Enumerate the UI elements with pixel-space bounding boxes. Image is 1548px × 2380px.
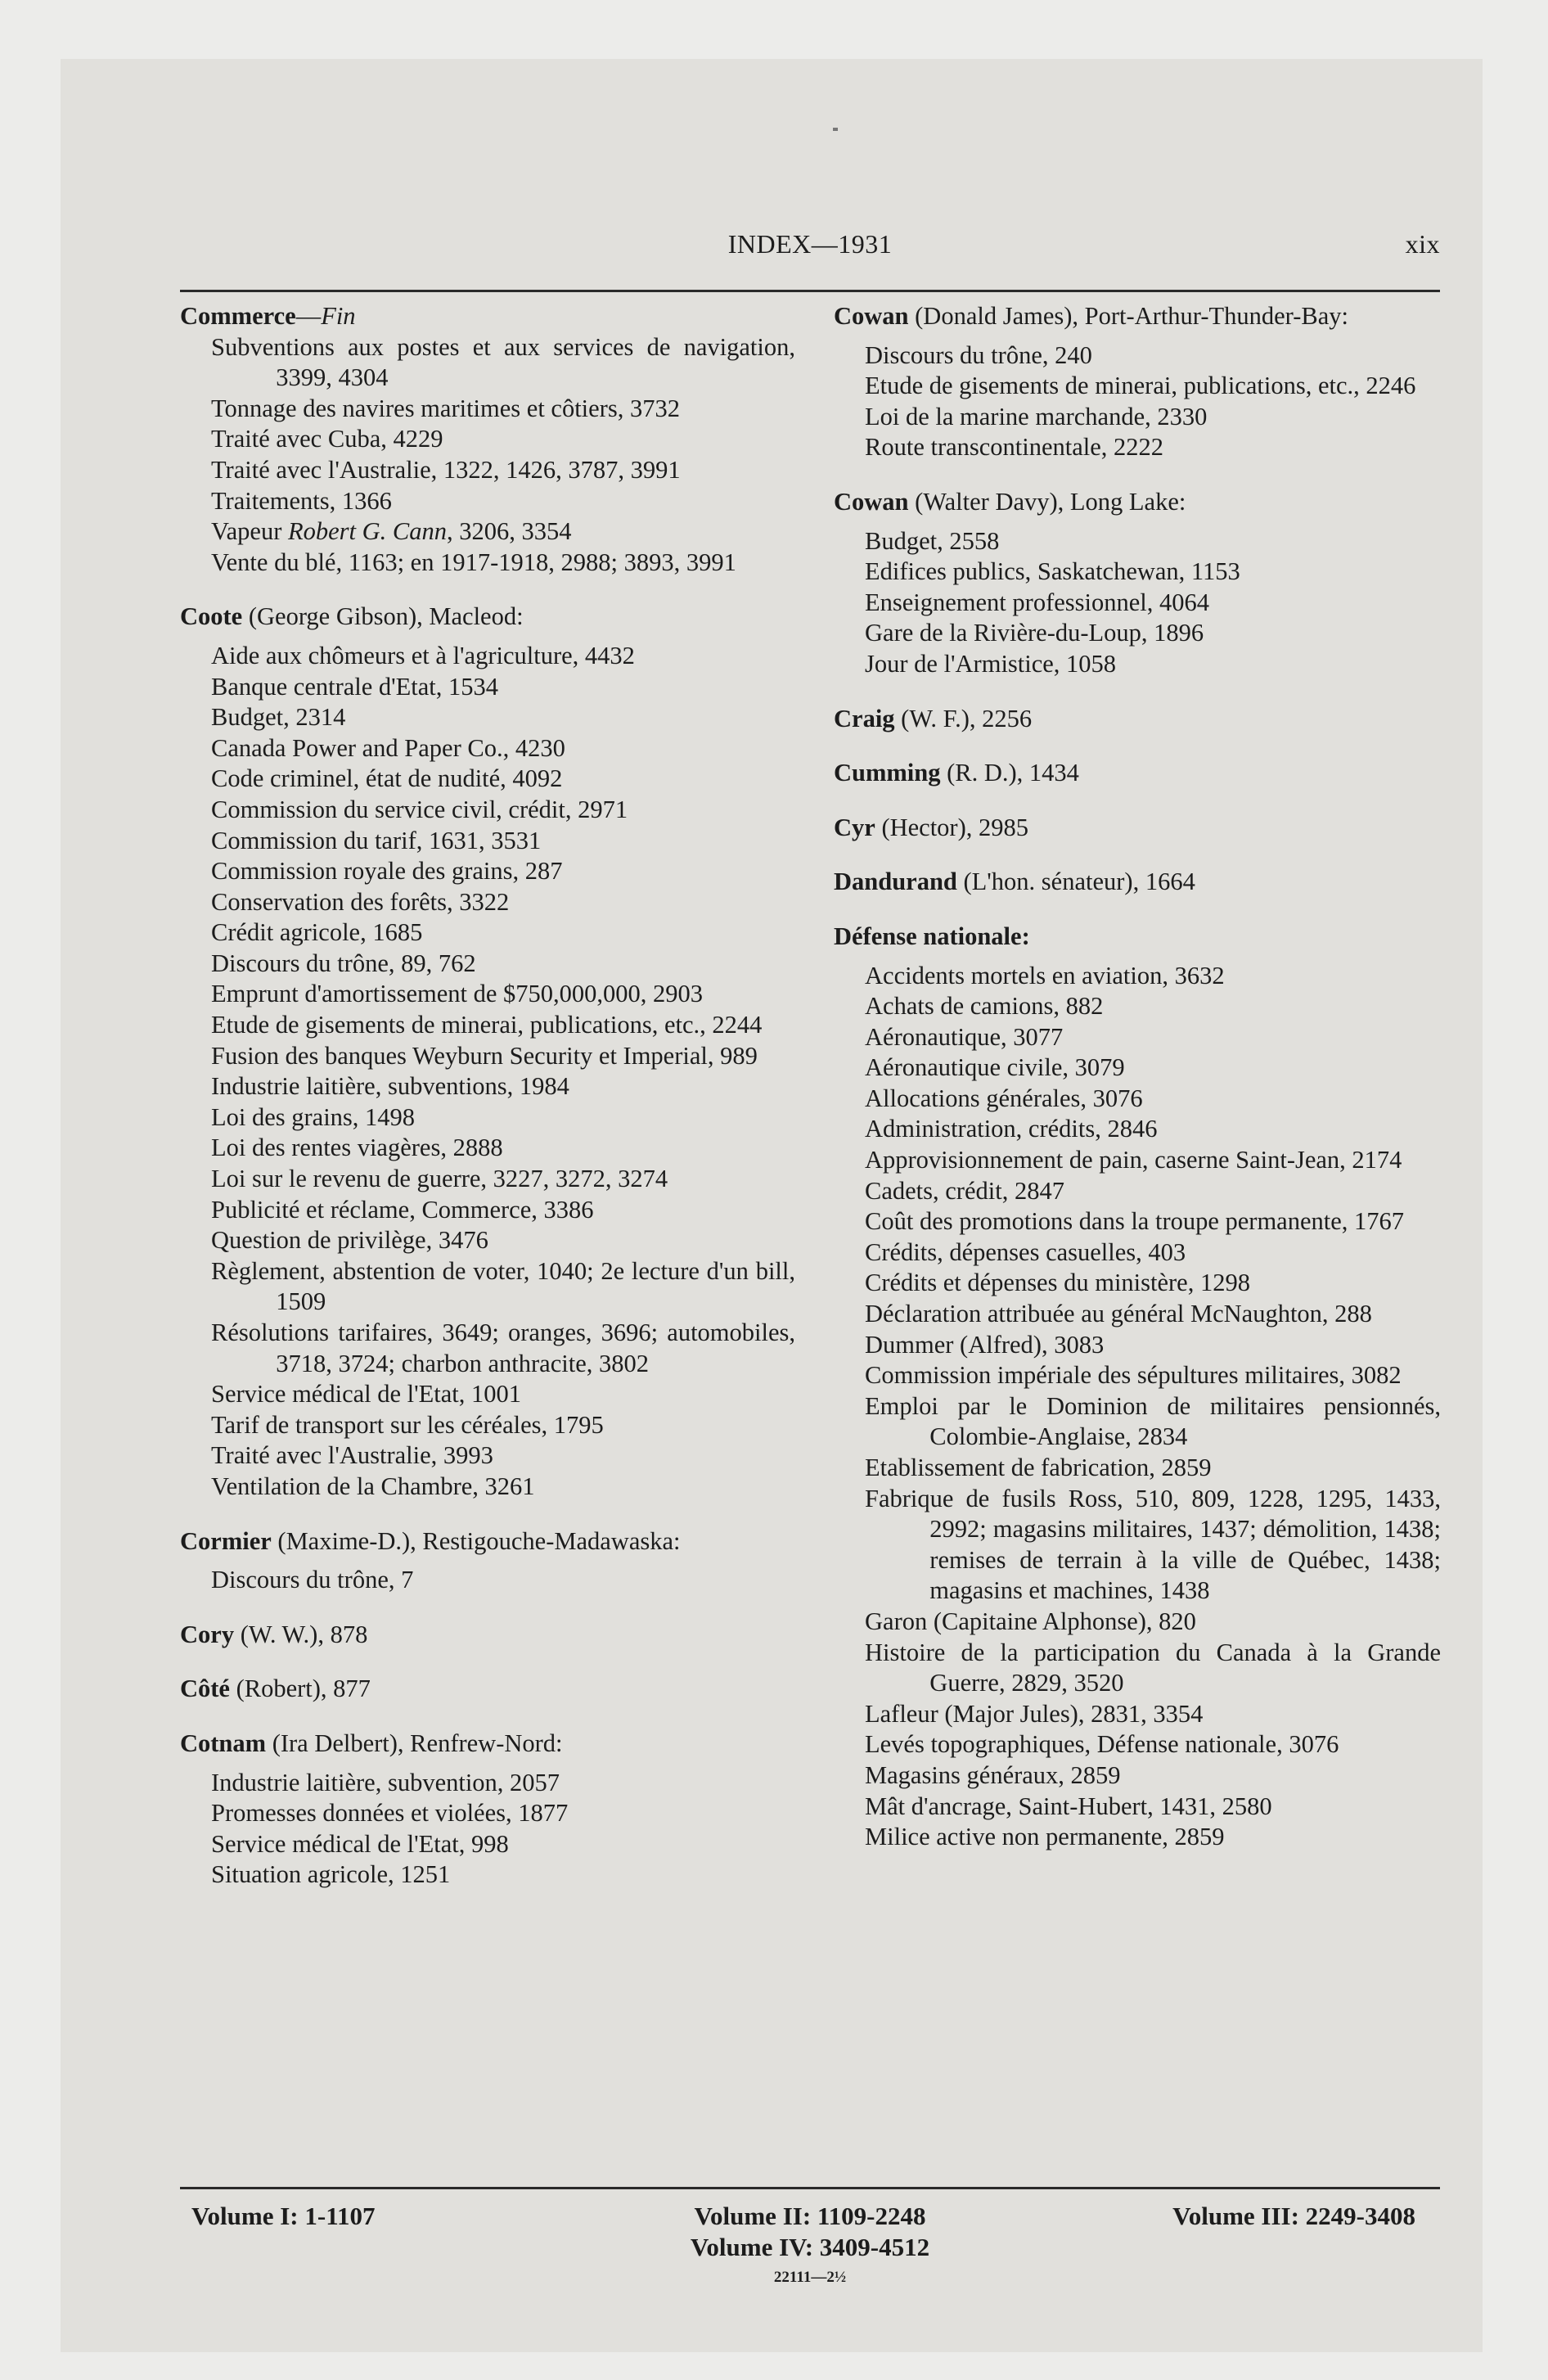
index-entry xyxy=(180,1674,795,1705)
subentry xyxy=(211,733,795,764)
subentry-text: Déclaration attribuée au général McNaughton, 288 xyxy=(865,1300,1372,1328)
subentry-text: Approvisionnement de pain, caserne Saint-Jean, 2174 xyxy=(865,1146,1402,1174)
subentry xyxy=(211,641,795,672)
page-mark xyxy=(833,128,838,131)
subentry-text: Commission royale des grains, 287 xyxy=(211,857,563,886)
subentry-pages: , 3206, 3354 xyxy=(447,517,572,546)
subentry-text: Discours du trône, 240 xyxy=(865,340,1092,369)
running-header xyxy=(180,229,1440,270)
heading-gap xyxy=(180,1760,795,1768)
index-title: INDEX—1931 xyxy=(727,229,893,259)
subentry xyxy=(865,1299,1441,1330)
index-entry xyxy=(180,1620,795,1651)
subentry-text: Etude de gisements de minerai, publications, etc., 2246 xyxy=(865,372,1416,400)
subentry xyxy=(865,557,1441,588)
entry-detail: (R. D.), 1434 xyxy=(940,759,1079,787)
subentry xyxy=(865,618,1441,649)
subentry-text: Fusion des banques Weyburn Security et Imperial, 989 xyxy=(211,1041,758,1070)
subentry xyxy=(211,1859,795,1891)
subentry-text: Banque centrale d'Etat, 1534 xyxy=(211,672,499,701)
subentry xyxy=(211,516,795,548)
subentry-text: Tonnage des navires maritimes et côtiers, 3732 xyxy=(211,394,680,422)
subentry-text: Vente du blé, 1163; en 1917-1918, 2988; 3893, 3991 xyxy=(211,548,736,576)
entry-name: Défense nationale: xyxy=(834,922,1030,950)
subentry-text: Loi de la marine marchande, 2330 xyxy=(865,402,1208,430)
entry-detail: (W. F.), 2256 xyxy=(894,704,1033,732)
subentry-text: Crédits, dépenses casuelles, 403 xyxy=(865,1237,1186,1266)
entry-name: Commerce xyxy=(180,302,296,330)
entry-heading xyxy=(834,813,1441,844)
subentry-text: Magasins généraux, 2859 xyxy=(865,1760,1121,1789)
subentry xyxy=(211,1164,795,1195)
subentry xyxy=(211,856,795,887)
subentry-text: Code criminel, état de nudité, 4092 xyxy=(211,764,563,793)
volume-2-range: Volume II: 1109-2248 xyxy=(694,2202,926,2230)
subentry xyxy=(865,1607,1441,1638)
subentry xyxy=(865,402,1441,433)
subentry-text: Ventilation de la Chambre, 3261 xyxy=(211,1472,535,1500)
subentry-text: Traité avec l'Australie, 3993 xyxy=(211,1441,493,1470)
subentry xyxy=(211,1829,795,1860)
subentry xyxy=(865,649,1441,680)
entry-heading xyxy=(834,301,1441,332)
subentry-text: Service médical de l'Etat, 1001 xyxy=(211,1380,521,1409)
entry-detail: (Hector), 2985 xyxy=(875,813,1028,841)
entry-name: Cyr xyxy=(834,813,875,841)
entry-heading xyxy=(180,1526,795,1557)
subentry xyxy=(211,1318,795,1379)
subentry-text: Enseignement professionnel, 4064 xyxy=(865,588,1209,616)
subentry-text: Commission du service civil, crédit, 2971 xyxy=(211,795,628,823)
index-entry xyxy=(834,867,1441,898)
subentry-text: Loi des rentes viagères, 2888 xyxy=(211,1134,503,1162)
entry-detail: (W. W.), 878 xyxy=(234,1620,368,1648)
entry-detail: (L'hon. sénateur), 1664 xyxy=(956,868,1195,896)
subentry xyxy=(865,1022,1441,1053)
subentry-text: Discours du trône, 7 xyxy=(211,1566,414,1594)
entry-heading xyxy=(834,704,1441,735)
volume-1-range: Volume I: 1-1107 xyxy=(191,2202,376,2230)
subentry xyxy=(211,764,795,795)
subentry-text: Subventions aux postes et aux services de navigation, 3399, 4304 xyxy=(211,332,795,392)
heading-gap xyxy=(834,332,1441,340)
heading-gap xyxy=(834,953,1441,961)
subentry-text: Traité avec l'Australie, 1322, 1426, 3787, 3991 xyxy=(211,455,681,484)
subentry-text: Mât d'ancrage, Saint-Hubert, 1431, 2580 xyxy=(865,1792,1272,1820)
subentry-text: Budget, 2558 xyxy=(865,526,1000,555)
subentry-text: Budget, 2314 xyxy=(211,703,346,732)
index-entry xyxy=(834,813,1441,844)
subentry-text: Promesses données et violées, 1877 xyxy=(211,1799,569,1828)
entry-heading xyxy=(180,1620,795,1651)
entry-heading xyxy=(834,867,1441,898)
subentry-text: Emprunt d'amortissement de $750,000,000, 2903 xyxy=(211,980,704,1008)
subentry xyxy=(865,371,1441,402)
subentry-text: Traité avec Cuba, 4229 xyxy=(211,425,443,453)
entry-detail: (Maxime-D.), Restigouche-Madawaska: xyxy=(271,1526,681,1555)
right-column xyxy=(834,301,1441,1877)
heading-gap xyxy=(180,633,795,641)
entry-name: Coote xyxy=(180,602,243,631)
subentry-text: Etablissement de fabrication, 2859 xyxy=(865,1454,1212,1481)
subentry-text: Fabrique de fusils Ross, 510, 809, 1228, 1295, 1433, 2992; magasins militaires, 1437; démolition, 1438; remises de terrain à la ville de Québec, 1438; magasins et machines, 1438 xyxy=(865,1484,1441,1605)
subentry xyxy=(865,340,1441,372)
subentry xyxy=(865,1114,1441,1145)
subentry xyxy=(211,394,795,425)
subentry-text: Industrie laitière, subventions, 1984 xyxy=(211,1072,569,1101)
entry-heading xyxy=(834,487,1441,518)
entry-heading xyxy=(180,1729,795,1760)
subentry xyxy=(865,1760,1441,1792)
subentry-text: Industrie laitière, subvention, 2057 xyxy=(211,1768,560,1796)
index-entry xyxy=(834,758,1441,789)
subentry-text: Traitements, 1366 xyxy=(211,486,392,515)
entry-name: Cowan xyxy=(834,302,909,330)
subentry-text: Publicité et réclame, Commerce, 3386 xyxy=(211,1195,594,1224)
entry-detail-italic: Fin xyxy=(321,302,356,330)
subentry xyxy=(865,432,1441,463)
entry-heading xyxy=(180,602,795,633)
subentry xyxy=(865,1330,1441,1361)
entry-detail: (Ira Delbert), Renfrew-Nord: xyxy=(266,1729,563,1757)
entry-name: Cowan xyxy=(834,487,909,516)
subentry xyxy=(211,1798,795,1829)
heading-gap xyxy=(180,1557,795,1565)
subentry xyxy=(211,1256,795,1318)
subentry xyxy=(865,1391,1441,1453)
entry-detail: (Walter Davy), Long Lake: xyxy=(908,487,1186,516)
subentry-text: Tarif de transport sur les céréales, 1795 xyxy=(211,1410,604,1439)
subentry xyxy=(865,991,1441,1022)
subentry xyxy=(865,1237,1441,1269)
subentry xyxy=(211,455,795,486)
index-entry xyxy=(180,1526,795,1596)
subentry xyxy=(211,1379,795,1410)
subentry-text: Cadets, crédit, 2847 xyxy=(865,1176,1064,1205)
entry-heading xyxy=(180,301,795,332)
subentry-text: Garon (Capitaine Alphonse), 820 xyxy=(865,1607,1196,1635)
index-entry xyxy=(834,922,1441,1853)
volume-4-range: Volume IV: 3409-4512 xyxy=(690,2233,930,2261)
volume-footer xyxy=(180,2202,1440,2292)
subentry xyxy=(211,979,795,1010)
subentry xyxy=(865,1699,1441,1730)
subentry xyxy=(865,961,1441,992)
subentry xyxy=(211,917,795,949)
subentry-text: Commission impériale des sépultures militaires, 3082 xyxy=(865,1361,1402,1390)
subentry-text: Crédits et dépenses du ministère, 1298 xyxy=(865,1269,1250,1297)
subentry xyxy=(211,795,795,826)
subentry xyxy=(865,1206,1441,1237)
subentry-text: Achats de camions, 882 xyxy=(865,992,1104,1021)
entry-name: Cotnam xyxy=(180,1729,267,1757)
subentry xyxy=(865,1453,1441,1484)
subentry xyxy=(211,1440,795,1472)
subentry-text: Edifices publics, Saskatchewan, 1153 xyxy=(865,557,1240,586)
subentry-text: Conservation des forêts, 3322 xyxy=(211,887,510,916)
subentry xyxy=(211,1768,795,1799)
subentry-text: Levés topographiques, Défense nationale, 3076 xyxy=(865,1730,1339,1759)
subentry-text: Emploi par le Dominion de militaires pensionnés, Colombie-Anglaise, 2834 xyxy=(865,1391,1441,1451)
subentry xyxy=(211,1133,795,1164)
entry-heading xyxy=(834,922,1441,953)
subentry xyxy=(211,1565,795,1596)
print-code: 22111—2½ xyxy=(773,2269,847,2286)
subentry xyxy=(865,588,1441,619)
header-rule xyxy=(180,290,1440,292)
subentry-text: Jour de l'Armistice, 1058 xyxy=(865,649,1117,678)
subentry-text: Route transcontinentale, 2222 xyxy=(865,433,1164,462)
subentry xyxy=(211,826,795,857)
subentry xyxy=(211,1071,795,1102)
subentry-text: Vapeur xyxy=(211,517,289,546)
subentry xyxy=(211,1472,795,1503)
page xyxy=(61,59,1483,2352)
index-entry xyxy=(180,602,795,1502)
index-entry xyxy=(180,301,795,578)
subentry xyxy=(865,1176,1441,1207)
subentry xyxy=(865,526,1441,557)
subentry-text: Accidents mortels en aviation, 3632 xyxy=(865,961,1225,989)
subentry-italic: Robert G. Cann xyxy=(288,517,448,546)
subentry xyxy=(211,548,795,579)
index-entry xyxy=(834,487,1441,680)
subentry-text: Allocations générales, 3076 xyxy=(865,1084,1143,1112)
subentry-text: Résolutions tarifaires, 3649; oranges, 3696; automobiles, 3718, 3724; charbon anthracite, 3802 xyxy=(211,1318,795,1377)
subentry-text: Etude de gisements de minerai, publications, etc., 2244 xyxy=(211,1011,763,1039)
subentry xyxy=(865,1084,1441,1115)
index-entry xyxy=(834,704,1441,735)
subentry-text: Loi sur le revenu de guerre, 3227, 3272, 3274 xyxy=(211,1165,668,1193)
subentry xyxy=(211,949,795,980)
subentry xyxy=(211,486,795,517)
subentry-text: Administration, crédits, 2846 xyxy=(865,1115,1158,1143)
entry-name: Cumming xyxy=(834,759,941,787)
left-column xyxy=(180,301,795,1914)
subentry-text: Dummer (Alfred), 3083 xyxy=(865,1330,1105,1359)
subentry xyxy=(211,1102,795,1134)
subentry-text: Règlement, abstention de voter, 1040; 2e lecture d'un bill, 1509 xyxy=(211,1256,795,1316)
entry-name: Cormier xyxy=(180,1526,272,1555)
index-entry xyxy=(834,301,1441,463)
entry-name: Côté xyxy=(180,1675,230,1703)
subentry-text: Histoire de la participation du Canada à la Grande Guerre, 2829, 3520 xyxy=(865,1638,1441,1697)
entry-name: Craig xyxy=(834,704,895,732)
subentry xyxy=(211,1410,795,1441)
entry-heading xyxy=(834,758,1441,789)
subentry-text: Situation agricole, 1251 xyxy=(211,1860,451,1889)
subentry-text: Loi des grains, 1498 xyxy=(211,1102,416,1131)
subentry xyxy=(865,1360,1441,1391)
entry-detail: — xyxy=(295,302,322,330)
subentry-text: Aéronautique civile, 3079 xyxy=(865,1053,1125,1082)
entry-heading xyxy=(180,1674,795,1705)
heading-gap xyxy=(834,518,1441,526)
subentry-text: Canada Power and Paper Co., 4230 xyxy=(211,733,565,762)
subentry xyxy=(865,1484,1441,1607)
subentry xyxy=(865,1268,1441,1299)
subentry xyxy=(865,1638,1441,1699)
subentry xyxy=(211,424,795,455)
subentry xyxy=(211,672,795,703)
subentry-text: Commission du tarif, 1631, 3531 xyxy=(211,826,542,854)
entry-name: Dandurand xyxy=(834,868,957,896)
subentry-text: Lafleur (Major Jules), 2831, 3354 xyxy=(865,1699,1204,1728)
subentry-text: Question de privilège, 3476 xyxy=(211,1226,488,1255)
subentry xyxy=(211,332,795,394)
subentry-text: Aéronautique, 3077 xyxy=(865,1022,1064,1051)
entry-detail: (George Gibson), Macleod: xyxy=(242,602,524,631)
subentry-text: Crédit agricole, 1685 xyxy=(211,918,423,947)
subentry xyxy=(865,1792,1441,1823)
subentry-text: Service médical de l'Etat, 998 xyxy=(211,1829,509,1858)
subentry-text: Aide aux chômeurs et à l'agriculture, 4432 xyxy=(211,641,635,669)
subentry xyxy=(211,702,795,733)
entry-detail: (Robert), 877 xyxy=(229,1675,371,1703)
page-number: xix xyxy=(1405,229,1440,259)
subentry xyxy=(211,1195,795,1226)
subentry xyxy=(211,1041,795,1072)
entry-detail: (Donald James), Port-Arthur-Thunder-Bay: xyxy=(908,302,1348,330)
subentry xyxy=(211,1225,795,1256)
index-entry xyxy=(180,1729,795,1891)
subentry xyxy=(865,1053,1441,1084)
subentry-text: Milice active non permanente, 2859 xyxy=(865,1823,1225,1851)
subentry xyxy=(865,1145,1441,1176)
subentry-text: Gare de la Rivière-du-Loup, 1896 xyxy=(865,619,1204,647)
volume-3-range: Volume III: 2249-3408 xyxy=(1172,2202,1415,2230)
subentry xyxy=(865,1822,1441,1853)
subentry-text: Discours du trône, 89, 762 xyxy=(211,949,476,977)
subentry xyxy=(211,887,795,918)
subentry xyxy=(211,1010,795,1041)
subentry-text: Coût des promotions dans la troupe permanente, 1767 xyxy=(865,1207,1405,1236)
entry-name: Cory xyxy=(180,1620,235,1648)
subentry xyxy=(865,1729,1441,1760)
footer-rule xyxy=(180,2187,1440,2189)
